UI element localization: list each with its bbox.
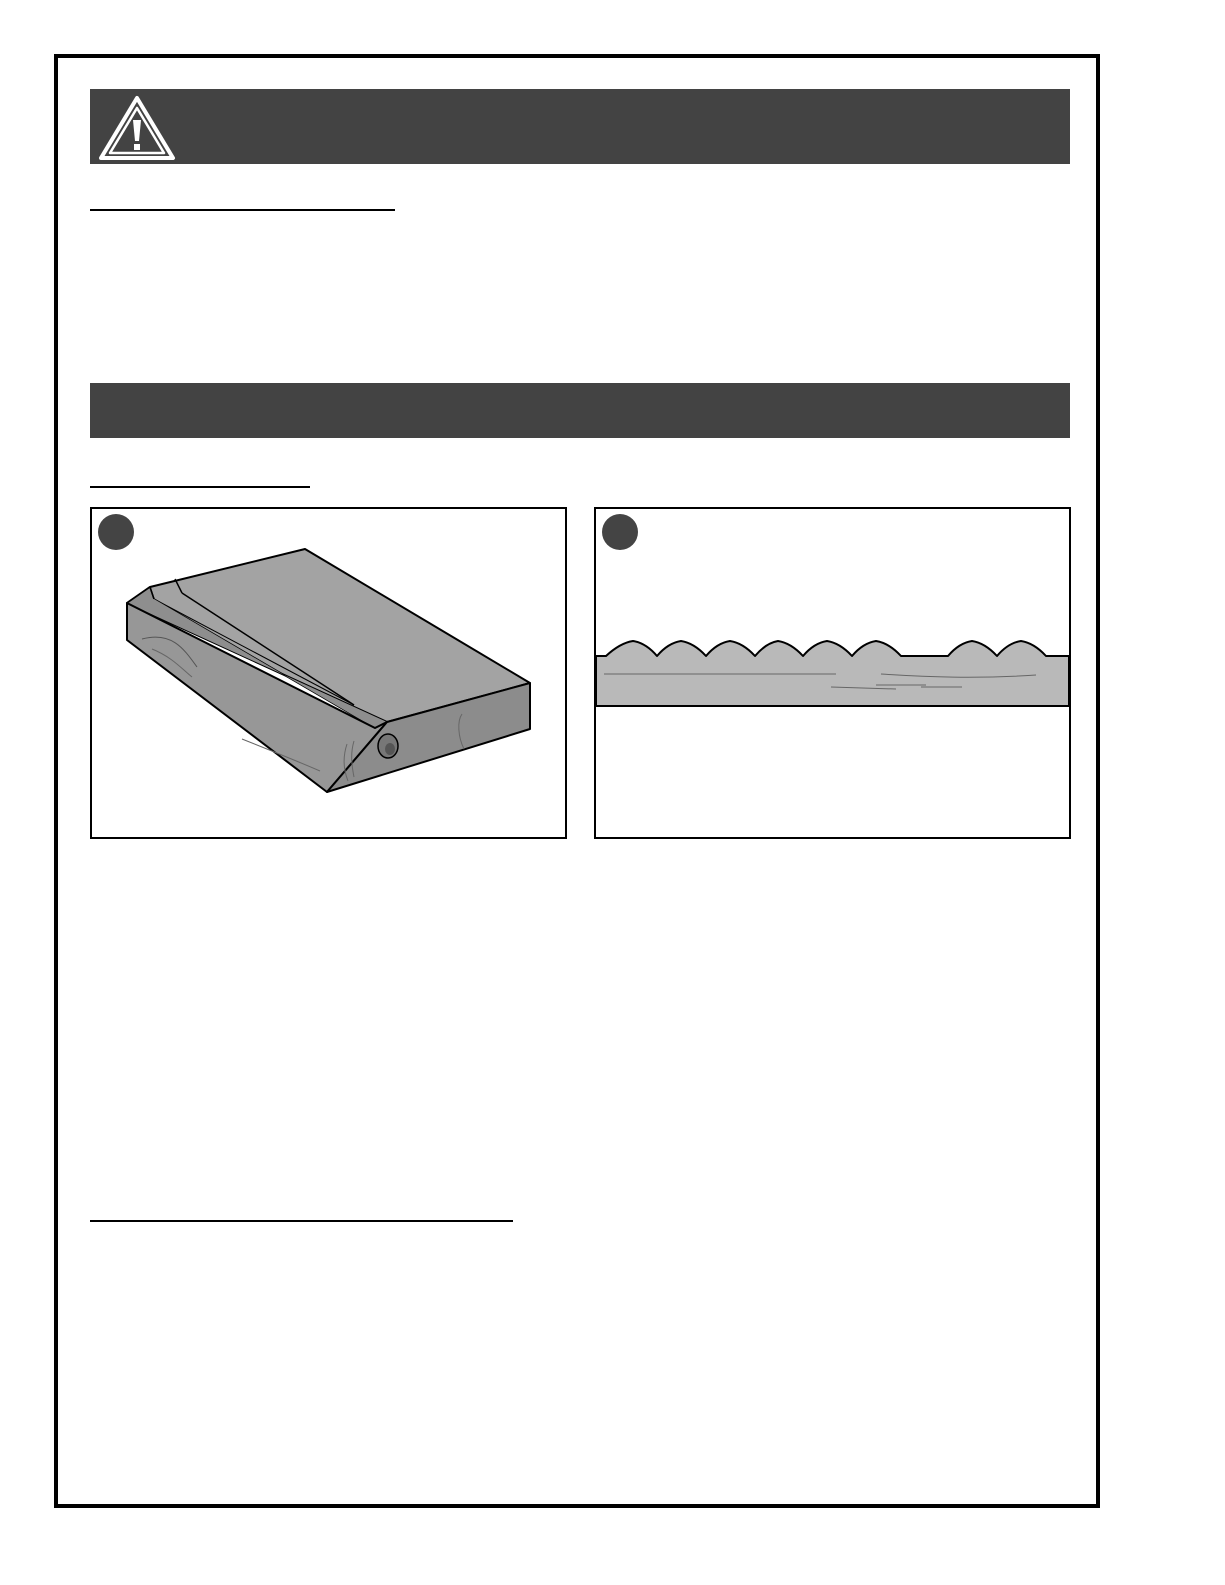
figure-panel-a [90,507,567,839]
wood-board-icon [92,509,565,837]
heading-underline [90,486,310,488]
figure-panel-b [594,507,1071,839]
heading-underline [90,209,395,211]
warning-banner [90,89,1070,164]
wood-edge-cross-section-icon [596,509,1069,837]
section-banner [90,383,1070,438]
heading-underline [90,1220,513,1222]
warning-triangle-icon [98,95,176,161]
